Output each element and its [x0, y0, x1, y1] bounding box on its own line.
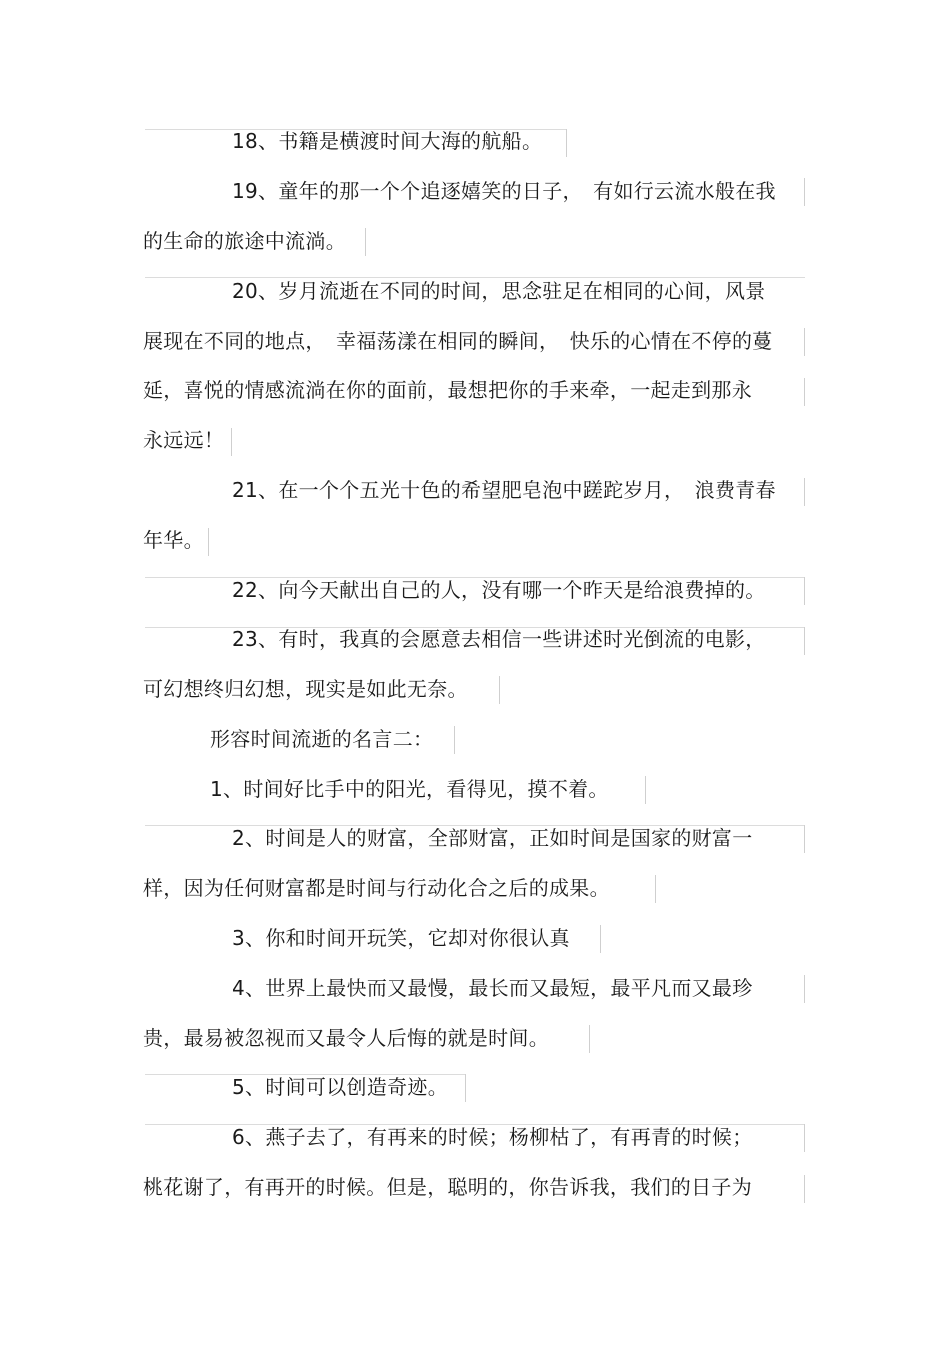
text-line: 延，喜悦的情感流淌在你的面前，最想把你的手来牵，一起走到那永: [143, 378, 752, 402]
text-line: 18、书籍是横渡时间大海的航船。: [232, 129, 543, 153]
scan-rule: [804, 627, 805, 655]
scan-rule: [465, 1074, 466, 1102]
text-line: 桃花谢了，有再开的时候。但是，聪明的，你告诉我，我们的日子为: [143, 1175, 752, 1199]
text-line: 20、岁月流逝在不同的时间，思念驻足在相同的心间，风景: [232, 279, 766, 303]
scan-rule: [208, 528, 209, 556]
text-line: 展现在不同的地点， 幸福荡漾在相同的瞬间， 快乐的心情在不停的蔓: [143, 329, 773, 353]
scan-rule: [645, 776, 646, 804]
text-line: 永远远！: [143, 428, 225, 452]
text-line: 5、时间可以创造奇迹。: [232, 1075, 449, 1099]
scan-rule: [365, 228, 366, 256]
text-line: 22、向今天献出自己的人，没有哪一个昨天是给浪费掉的。: [232, 578, 766, 602]
text-line: 的生命的旅途中流淌。: [143, 229, 346, 253]
scan-rule: [655, 875, 656, 903]
text-line: 样，因为任何财富都是时间与行动化合之后的成果。: [143, 876, 610, 900]
text-line: 6、燕子去了，有再来的时候；杨柳枯了，有再青的时候；: [232, 1125, 753, 1149]
text-line: 贵，最易被忽视而又最令人后悔的就是时间。: [143, 1026, 549, 1050]
scan-rule: [804, 577, 805, 605]
text-line: 23、有时，我真的会愿意去相信一些讲述时光倒流的电影，: [232, 627, 766, 651]
scan-rule: [589, 1025, 590, 1053]
scan-rule: [804, 1124, 805, 1152]
section-heading: 形容时间流逝的名言二：: [210, 727, 434, 751]
scan-rule: [804, 178, 805, 206]
text-line: 年华。: [143, 528, 204, 552]
scan-rule: [804, 378, 805, 406]
scan-rule: [231, 428, 232, 456]
text-line: 可幻想终归幻想，现实是如此无奈。: [143, 677, 468, 701]
text-line: 19、童年的那一个个追逐嬉笑的日子， 有如行云流水般在我: [232, 179, 776, 203]
text-line: 1、时间好比手中的阳光，看得见，摸不着。: [210, 777, 609, 801]
scan-rule: [804, 328, 805, 356]
text-line: 2、时间是人的财富，全部财富，正如时间是国家的财富一: [232, 826, 753, 850]
scan-rule: [454, 726, 455, 754]
text-line: 21、在一个个五光十色的希望肥皂泡中蹉跎岁月， 浪费青春: [232, 478, 776, 502]
text-line: 4、世界上最快而又最慢，最长而又最短，最平凡而又最珍: [232, 976, 753, 1000]
scan-rule: [566, 129, 567, 157]
scan-rule: [499, 676, 500, 704]
text-line: 3、你和时间开玩笑，它却对你很认真: [232, 926, 570, 950]
scan-rule: [804, 1175, 805, 1203]
scan-rule: [804, 825, 805, 853]
scan-rule: [600, 925, 601, 953]
scan-rule: [804, 975, 805, 1003]
scan-rule: [804, 478, 805, 506]
